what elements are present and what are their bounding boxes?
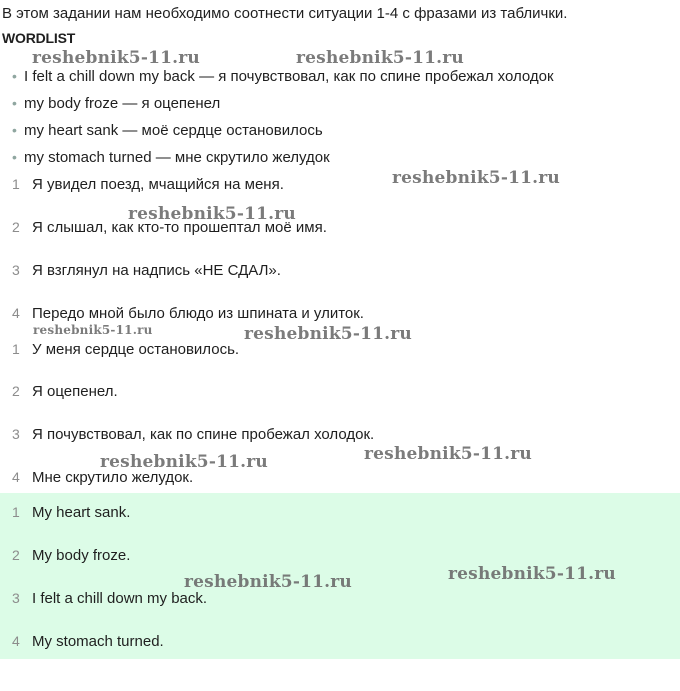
answer-text: My body froze.: [32, 547, 131, 564]
situation-number: 4: [12, 305, 20, 321]
answer-number: 4: [12, 633, 20, 649]
answer-row: [12, 589, 207, 608]
wordlist-item: [12, 121, 323, 140]
bullet-icon: •: [12, 95, 17, 111]
translation-number: 4: [12, 469, 20, 485]
wordlist-item-text: my body froze — я оцепенел: [24, 95, 221, 112]
wordlist-item-text: my heart sank — моё сердце остановилось: [24, 122, 323, 139]
answer-text: I felt a chill down my back.: [32, 590, 208, 607]
answer-text: My stomach turned.: [32, 633, 164, 650]
answer-row: [12, 546, 130, 565]
watermark: reshebnik5-11.ru: [33, 323, 153, 337]
situation-number: 1: [12, 176, 20, 192]
situation-text: Я слышал, как кто-то прошептал моё имя.: [32, 219, 327, 236]
answer-text: My heart sank.: [32, 504, 131, 521]
translation-row: [12, 340, 239, 359]
watermark: reshebnik5-11.ru: [244, 324, 412, 344]
situation-row: [12, 175, 284, 194]
wordlist-title: WORDLIST: [2, 30, 76, 46]
translation-row: [12, 382, 118, 401]
translation-text: Мне скрутило желудок.: [32, 469, 194, 486]
bullet-icon: •: [12, 122, 17, 138]
answer-row: [12, 632, 164, 651]
wordlist-item-text: I felt a chill down my back — я почувствовал, как по спине пробежал холодок: [24, 68, 554, 85]
watermark: reshebnik5-11.ru: [100, 452, 268, 472]
watermark: reshebnik5-11.ru: [392, 168, 560, 188]
situation-text: Я взглянул на надпись «НЕ СДАЛ».: [32, 262, 281, 279]
answer-number: 3: [12, 590, 20, 606]
situation-text: Я увидел поезд, мчащийся на меня.: [32, 176, 284, 193]
bullet-icon: •: [12, 68, 17, 84]
translation-row: [12, 425, 374, 444]
translation-number: 2: [12, 383, 20, 399]
answer-row: [12, 503, 130, 522]
watermark: reshebnik5-11.ru: [364, 444, 532, 464]
watermark: reshebnik5-11.ru: [448, 564, 616, 584]
wordlist-item: [12, 67, 554, 86]
situation-text: Передо мной было блюдо из шпината и улиток.: [32, 305, 364, 322]
translation-text: Я оцепенел.: [32, 383, 118, 400]
situation-number: 3: [12, 262, 20, 278]
watermark: reshebnik5-11.ru: [32, 48, 200, 68]
translation-number: 3: [12, 426, 20, 442]
intro-text: В этом задании нам необходимо соотнести ситуации 1-4 с фразами из таблички.: [2, 5, 568, 22]
situation-number: 2: [12, 219, 20, 235]
situation-row: [12, 261, 281, 280]
bullet-icon: •: [12, 149, 17, 165]
wordlist-item: [12, 94, 220, 113]
watermark: reshebnik5-11.ru: [184, 572, 352, 592]
wordlist-item-text: my stomach turned — мне скрутило желудок: [24, 149, 330, 166]
answer-number: 1: [12, 504, 20, 520]
answer-number: 2: [12, 547, 20, 563]
translation-text: Я почувствовал, как по спине пробежал холодок.: [32, 426, 375, 443]
watermark: reshebnik5-11.ru: [296, 48, 464, 68]
translation-text: У меня сердце остановилось.: [32, 341, 240, 358]
situation-row: [12, 304, 364, 323]
wordlist-item: [12, 148, 330, 167]
translation-number: 1: [12, 341, 20, 357]
watermark: reshebnik5-11.ru: [128, 204, 296, 224]
